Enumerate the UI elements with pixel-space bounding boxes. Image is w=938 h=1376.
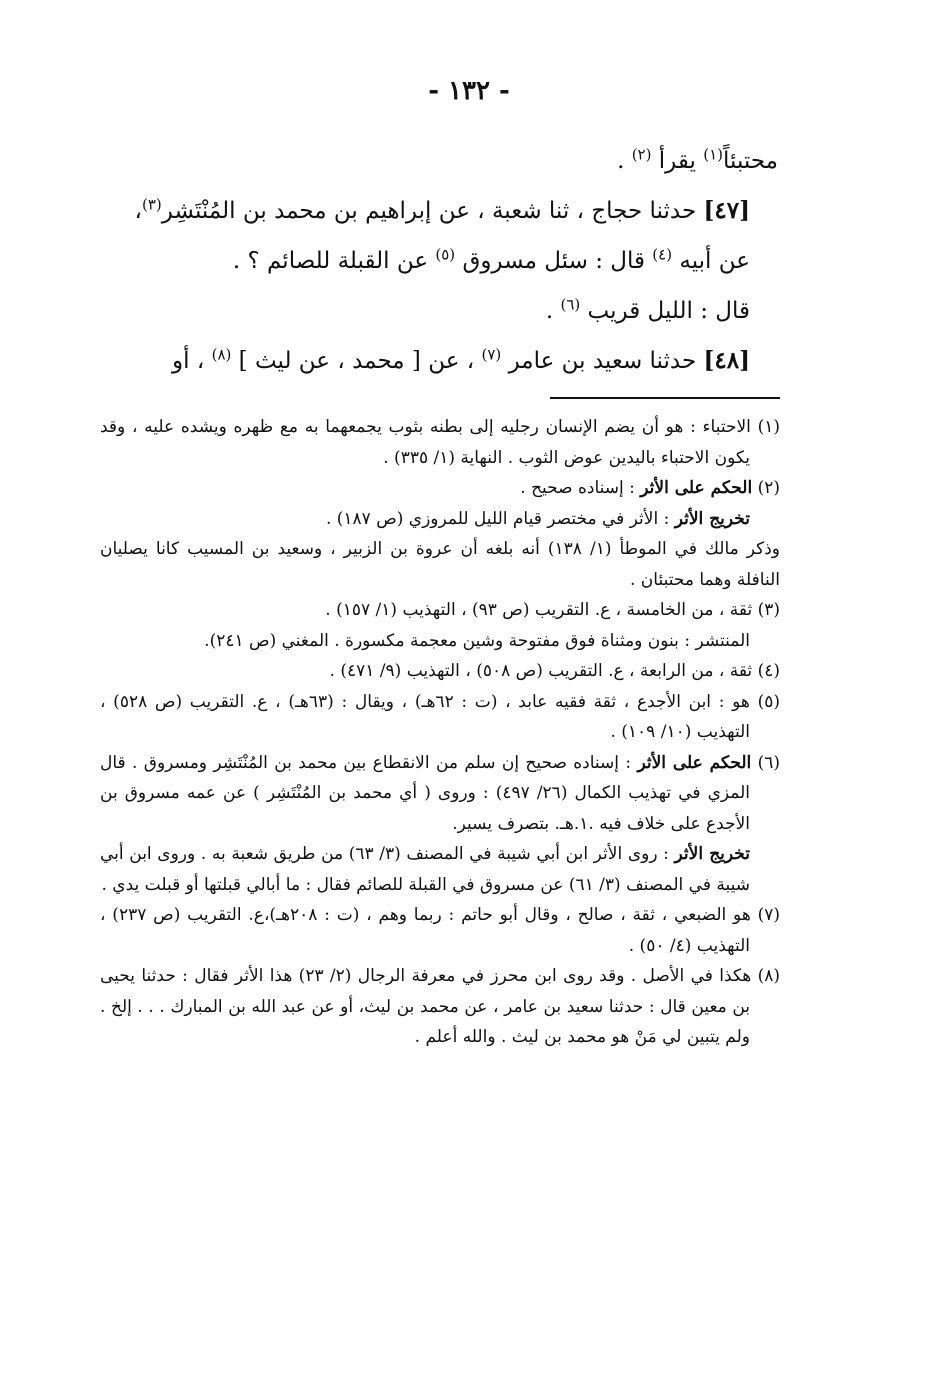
bold-heading: تخريج الأثر bbox=[674, 508, 750, 529]
footnote-ref: (٨) bbox=[211, 345, 232, 364]
footnote-ref: (٤) bbox=[652, 245, 673, 264]
footnote-5: (٥) هو : ابن الأجدع ، ثقة فقيه عابد ، (ت : ٦٢هـ) ، ويقال : (٦٣هـ) ، ع. التقريب (ص ٥٢٨) ، التهذيب (١٠/ ١٠٩) . bbox=[100, 691, 780, 742]
footnote-8: (٨) هكذا في الأصل . وقد روى ابن محرز في معرفة الرجال (٢/ ٢٣) هذا الأثر فقال : حدثنا يحيى بن معين قال : حدثنا سعيد بن عامر ، عن محمد بن ليث، أو عن عبد الله بن المبارك . . . إلخ . ولم يتبين لي مَنْ هو محمد بن ليث . والله أعلم . bbox=[100, 966, 780, 1047]
footnote-ref: (٢) bbox=[631, 145, 652, 164]
athar-number: [٤٨] bbox=[703, 347, 750, 374]
footnote-ref: (٦) bbox=[560, 295, 581, 314]
text: : إسناده صحيح . bbox=[520, 478, 641, 498]
footnote-label: (٦) bbox=[751, 752, 780, 773]
footnote-1: (١) الاحتباء : هو أن يضم الإنسان رجليه إلى بطنه بثوب يجمعهما به مع ظهره ويشده عليه ، وقد يكون الاحتباء باليدين عوض الثوب . النهاية (١/ ٣٣٥) . bbox=[100, 417, 780, 468]
athar-47-answer bbox=[98, 286, 778, 336]
text: : إسناده صحيح إن سلم من الانقطاع بين محمد بن المُنْتَشِر ومسروق . قال المزي في تهذيب الكمال (٢٦/ ٤٩٧) : وروى ( أي محمد بن المُنْتَشِر ) عن عمه مسروق بن الأجدع على خلاف فيه .١.هـ. بتصرف يسير. bbox=[100, 752, 750, 834]
footnote-ref: (٣) bbox=[141, 195, 162, 214]
text: قال : سئل مسروق bbox=[455, 248, 653, 274]
footnote-label: (٢) bbox=[752, 478, 780, 498]
line-1 bbox=[98, 136, 778, 186]
footnote-2 bbox=[100, 473, 780, 504]
text: ، أو bbox=[172, 348, 212, 374]
footnote-6-takhrij bbox=[100, 839, 780, 900]
main-text bbox=[98, 136, 778, 386]
footnote-ref: (١) bbox=[703, 145, 723, 164]
text: : الأثر في مختصر قيام الليل للمروزي (ص ١٨٧) . bbox=[325, 508, 675, 529]
footnote-3: (٣) ثقة ، من الخامسة ، ع. التقريب (ص ٩٣) ، التهذيب (١/ ١٥٧) . bbox=[325, 600, 780, 620]
text: ، عن أبيه bbox=[134, 198, 750, 274]
text: محتبئاً bbox=[723, 148, 778, 174]
footnote-2-takhrij bbox=[100, 504, 780, 535]
text: يقرأ bbox=[651, 148, 704, 174]
footnote-ref: (٧) bbox=[481, 345, 502, 364]
page-number: - ١٣٢ - bbox=[428, 76, 510, 106]
text: . bbox=[617, 148, 632, 174]
footnote-ref: (٥) bbox=[435, 245, 456, 264]
footnote-6 bbox=[100, 748, 780, 840]
footnote-divider bbox=[550, 397, 780, 399]
bold-heading: الحكم على الأثر bbox=[640, 478, 753, 498]
athar-number: [٤٧] bbox=[703, 197, 750, 224]
athar-47 bbox=[98, 186, 778, 286]
text: قال : الليل قريب bbox=[580, 298, 750, 324]
text: حدثنا سعيد بن عامر bbox=[501, 348, 704, 374]
text: ، عن [ محمد ، عن ليث ] bbox=[231, 348, 482, 374]
bold-heading: الحكم على الأثر bbox=[637, 752, 752, 773]
text: عن القبلة للصائم ؟ . bbox=[232, 248, 436, 274]
footnote-2-extra: وذكر مالك في الموطأ (١/ ١٣٨) أنه بلغه أن عروة بن الزبير ، وسعيد بن المسيب كانا يصليان النافلة وهما محتبئان . bbox=[100, 539, 781, 590]
footnote-3-extra: المنتشر : بنون ومثناة فوق مفتوحة وشين معجمة مكسورة . المغني (ص ٢٤١). bbox=[204, 630, 750, 651]
footnote-4: (٤) ثقة ، من الرابعة ، ع. التقريب (ص ٥٠٨) ، التهذيب (٩/ ٤٧١) . bbox=[329, 661, 780, 681]
bold-heading: تخريج الأثر bbox=[674, 844, 750, 864]
text: : روى الأثر ابن أبي شيبة في المصنف (٣/ ٦٣) من طريق شعبة به . وروى ابن أبي شيبة في المصنف (٣/ ٦١) عن مسروق في القبلة للصائم فقال : ما أبالي قبلتها أو قبلت يدي . bbox=[100, 844, 750, 895]
athar-48 bbox=[98, 336, 778, 386]
text: . bbox=[545, 298, 561, 324]
footnotes bbox=[100, 412, 780, 1053]
footnote-7: (٧) هو الضبعي ، ثقة ، صالح ، وقال أبو حاتم : ربما وهم ، (ت : ٢٠٨هـ)،ع. التقريب (ص ٢٣٧) ، التهذيب (٤/ ٥٠) . bbox=[100, 905, 781, 956]
text: حدثنا حجاج ، ثنا شعبة ، عن إبراهيم بن محمد بن المُنْتَشِر bbox=[161, 198, 704, 224]
